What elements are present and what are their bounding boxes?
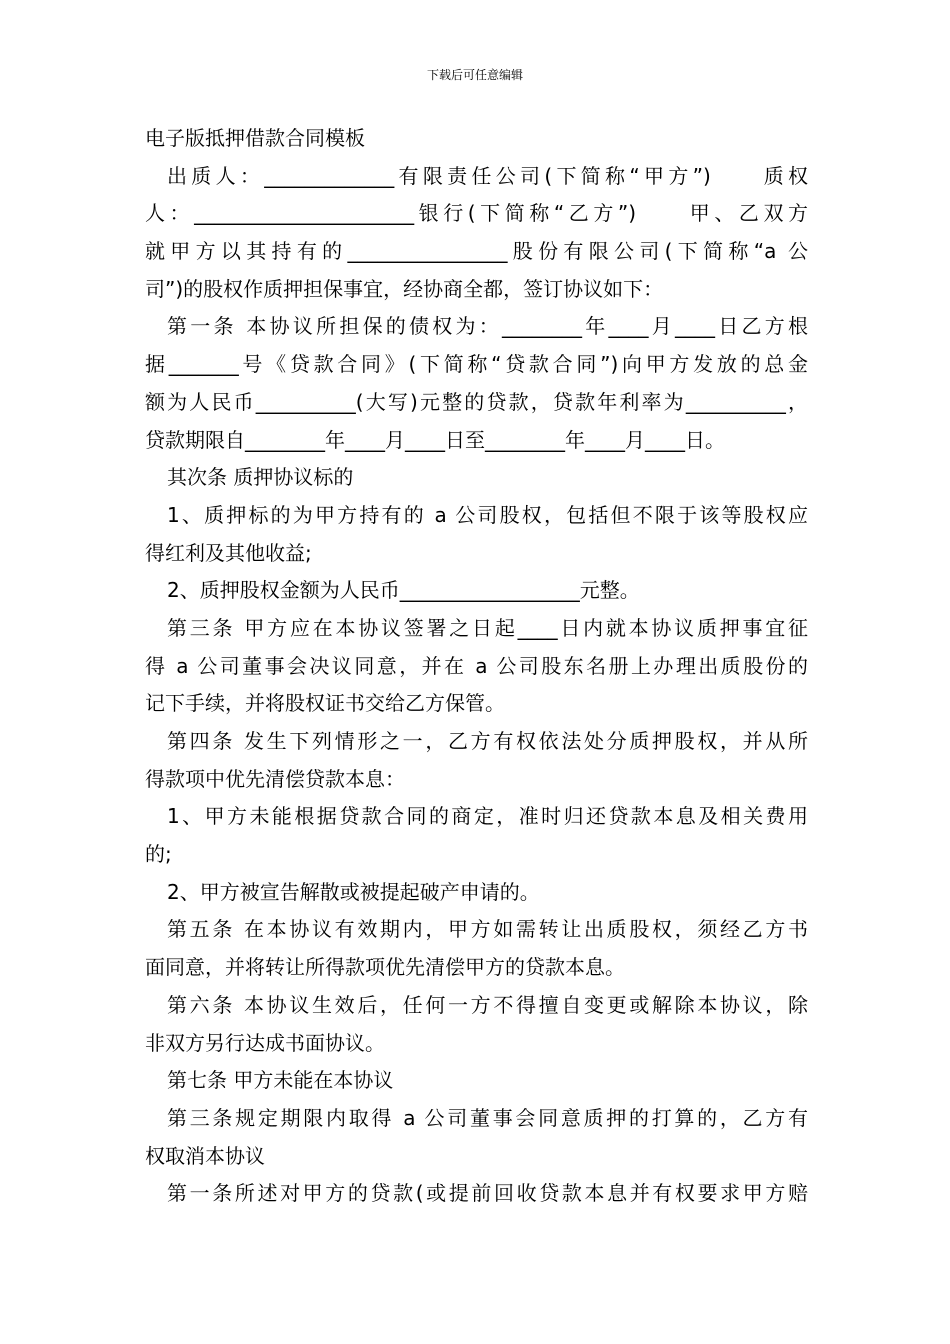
document-line: 第七条 甲方未能在本协议 bbox=[167, 1068, 394, 1093]
document-line: 非双方另行达成书面协议。 bbox=[145, 1030, 385, 1055]
document-line: 出质人：_____________有限责任公司(下简称“甲方”) 质权 bbox=[167, 163, 808, 188]
document-line: 其次条 质押协议标的 bbox=[167, 465, 354, 490]
document-line: 2、甲方被宣告解散或被提起破产申请的。 bbox=[167, 879, 540, 904]
document-line: 得红利及其他收益; bbox=[145, 540, 312, 565]
document-line: 得款项中优先清偿贷款本息： bbox=[145, 766, 405, 791]
document-line: 第三条 甲方应在本协议签署之日起____日内就本协议质押事宜征 bbox=[167, 615, 808, 640]
document-line: 1、甲方未能根据贷款合同的商定，准时归还贷款本息及相关费用 bbox=[167, 804, 808, 829]
document-line: 得 a 公司董事会决议同意，并在 a 公司股东名册上办理出质股份的 bbox=[145, 653, 808, 678]
page-header: 下载后可任意编辑 bbox=[426, 68, 523, 82]
document-line: 2、质押股权金额为人民币__________________元整。 bbox=[167, 578, 640, 603]
document-line: 第五条 在本协议有效期内，甲方如需转让出质股权，须经乙方书 bbox=[167, 917, 808, 942]
document-line: 人：______________________银行(下简称“乙方”) 甲、乙双方 bbox=[145, 201, 808, 226]
document-line: 第一条 本协议所担保的债权为：________年____月____日乙方根 bbox=[167, 314, 808, 339]
document-line: 司”)的股权作质押担保事宜，经协商全都，签订协议如下： bbox=[145, 276, 664, 301]
document-line: 面同意，并将转让所得款项优先清偿甲方的贷款本息。 bbox=[145, 955, 625, 980]
document-body bbox=[145, 120, 808, 1213]
document-line: 的; bbox=[145, 842, 172, 867]
document-line: 第四条 发生下列情形之一，乙方有权依法处分质押股权，并从所 bbox=[167, 729, 808, 753]
document-line: 1、质押标的为甲方持有的 a 公司股权，包括但不限于该等股权应 bbox=[167, 502, 808, 527]
document-line: 就甲方以其持有的________________股份有限公司(下简称“a 公 bbox=[145, 239, 808, 264]
document-line: 记下手续，并将股权证书交给乙方保管。 bbox=[145, 691, 505, 716]
document-line: 第一条所述对甲方的贷款(或提前回收贷款本息并有权要求甲方赔 bbox=[167, 1181, 808, 1206]
document-line: 电子版抵押借款合同模板 bbox=[145, 126, 365, 150]
document-line: 第三条规定期限内取得 a 公司董事会同意质押的打算的，乙方有 bbox=[167, 1105, 808, 1130]
document-line: 据_______号《贷款合同》(下简称“贷款合同”)向甲方发放的总金 bbox=[145, 352, 808, 377]
document-line: 第六条 本协议生效后，任何一方不得擅自变更或解除本协议，除 bbox=[167, 992, 808, 1017]
document-line: 额为人民币__________(大写)元整的贷款，贷款年利率为__________， bbox=[145, 389, 808, 414]
document-line: 贷款期限自________年____月____日至________年____月____日。 bbox=[145, 427, 725, 452]
document-line: 权取消本协议 bbox=[145, 1143, 265, 1168]
